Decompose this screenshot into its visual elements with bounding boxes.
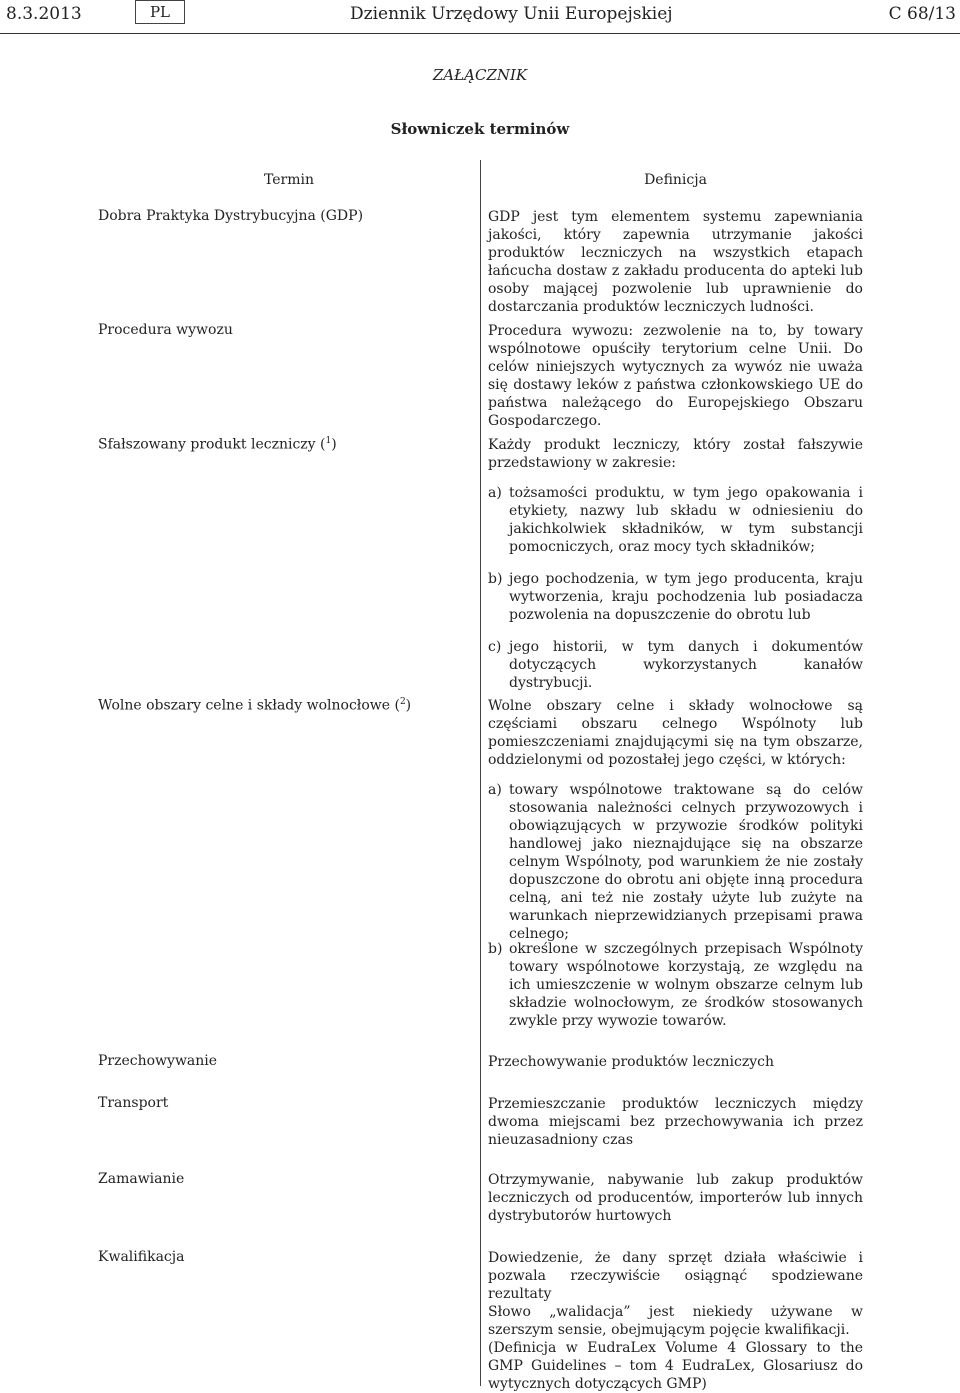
definition-line: (Definicja w EudraLex Volume 4 Glossary to the GMP Guidelines – tom 4 EudraLex, Glosariusz do wytycznych dotyczących GMP) xyxy=(488,1340,863,1392)
journal-header xyxy=(0,0,960,32)
term-procurement: Zamawianie xyxy=(98,1171,185,1187)
list-item-text: jego pochodzenia, w tym jego producenta, kraju wytworzenia, kraju pochodzenia lub posiadacza pozwolenia na dopuszczenie do obrotu lub xyxy=(509,571,863,623)
column-divider-left xyxy=(480,160,481,1386)
list-item-label: c) xyxy=(488,639,502,655)
list-item xyxy=(488,484,863,556)
list-item xyxy=(488,940,863,1030)
header-divider xyxy=(0,33,960,34)
definition-transport: Przemieszczanie produktów leczniczych między dwoma miejscami bez przechowywania ich przez nieuzasadniony czas xyxy=(488,1096,863,1148)
definition-storage: Przechowywanie produktów leczniczych xyxy=(488,1054,775,1070)
definition-falsified-medicine: Każdy produkt leczniczy, który został fałszywie przedstawiony w zakresie: xyxy=(488,437,863,471)
term-free-zones-text: Wolne obszary celne i składy wolnocłowe ( xyxy=(98,697,400,714)
term-qualification: Kwalifikacja xyxy=(98,1249,185,1265)
footnote-ref-1: 1 xyxy=(325,436,332,446)
definition-qualification xyxy=(488,1249,863,1393)
term-export-procedure: Procedura wywozu xyxy=(98,322,233,338)
publication-date: 8.3.2013 xyxy=(6,4,82,24)
list-item-label: a) xyxy=(488,485,502,501)
column-header-definition: Definicja xyxy=(644,172,707,188)
footnote-ref-2: 2 xyxy=(399,697,406,707)
list-item-label: a) xyxy=(488,782,502,798)
term-storage: Przechowywanie xyxy=(98,1053,218,1069)
list-item-text: tożsamości produktu, w tym jego opakowania i etykiety, nazwy lub składu w odniesieniu do jakichkolwiek składników, w tym substancji pomocniczych, oraz mocy tych składników; xyxy=(509,485,863,555)
term-free-zones xyxy=(98,697,411,714)
column-header-term: Termin xyxy=(264,172,314,188)
term-falsified-medicine xyxy=(98,436,337,453)
list-item xyxy=(488,781,863,943)
term-falsified-medicine-text: Sfałszowany produkt leczniczy ( xyxy=(98,436,326,453)
definition-procurement: Otrzymywanie, nabywanie lub zakup produktów leczniczych od producentów, importerów lub innych dystrybutorów hurtowych xyxy=(488,1172,863,1224)
definition-export-procedure: Procedura wywozu: zezwolenie na to, by towary wspólnotowe opuściły terytorium celne Unii. Do celów niniejszych wytycznych za wywóz nie uważa się dostawy leków z państwa członkowskiego UE do państwa należącego do Europejskiego Obszaru Gospodarczego. xyxy=(488,323,863,429)
list-item-text: określone w szczególnych przepisach Wspólnoty towary wspólnotowe korzystają, ze względu na ich umieszczenie w wolnym obszarze celnym lub składzie wolnocłowym, ze środków stosowanych zwykle przy wywozie towarów. xyxy=(509,941,863,1029)
definition-line: Dowiedzenie, że dany sprzęt działa właściwie i pozwala rzeczywiście osiągnąć spodziewane rezultaty xyxy=(488,1250,863,1302)
term-falsified-medicine-close: ) xyxy=(331,436,337,453)
list-item-text: jego historii, w tym danych i dokumentów dotyczących wykorzystanych kanałów dystrybucji. xyxy=(509,639,863,691)
glossary-title: Słowniczek terminów xyxy=(390,120,570,138)
list-item xyxy=(488,570,863,624)
definition-gdp: GDP jest tym elementem systemu zapewniania jakości, który zapewnia utrzymanie jakości produktów leczniczych na wszystkich etapach łańcucha dostaw z zakładu producenta do apteki lub osoby mającej pozwolenie lub uprawnienie do dostarczania produktów leczniczych ludności. xyxy=(488,209,863,315)
list-item-text: towary wspólnotowe traktowane są do celów stosowania należności celnych przywozowych i obowiązujących w przywozie środków polityki handlowej jako nieznajdujące się na obszarze celnym Wspólnoty, pod warunkiem że nie zostały dopuszczone do obrotu ani objęte inną procedura celną, ani też nie zostały użyte lub zużyte na warunkach nieprzewidzianych przepisami prawa celnego; xyxy=(509,782,863,942)
annex-title: ZAŁĄCZNIK xyxy=(432,66,528,84)
term-gdp: Dobra Praktyka Dystrybucyjna (GDP) xyxy=(98,208,364,224)
list-item-label: b) xyxy=(488,571,503,587)
list-item-label: b) xyxy=(488,941,503,957)
language-badge: PL xyxy=(135,0,185,24)
term-free-zones-close: ) xyxy=(405,697,412,714)
definition-free-zones: Wolne obszary celne i składy wolnocłowe są częściami obszaru celnego Wspólnoty lub pomieszczeniami znajdującymi się na tym obszarze, oddzielonymi od pozostałej jego części, w których: xyxy=(488,698,863,768)
page-reference: C 68/13 xyxy=(888,4,956,24)
list-item xyxy=(488,638,863,692)
journal-title: Dziennik Urzędowy Unii Europejskiej xyxy=(350,4,673,24)
term-transport: Transport xyxy=(98,1095,169,1111)
definition-line: Słowo „walidacja” jest niekiedy używane w szerszym sensie, obejmującym pojęcie kwalifikacji. xyxy=(488,1304,863,1338)
